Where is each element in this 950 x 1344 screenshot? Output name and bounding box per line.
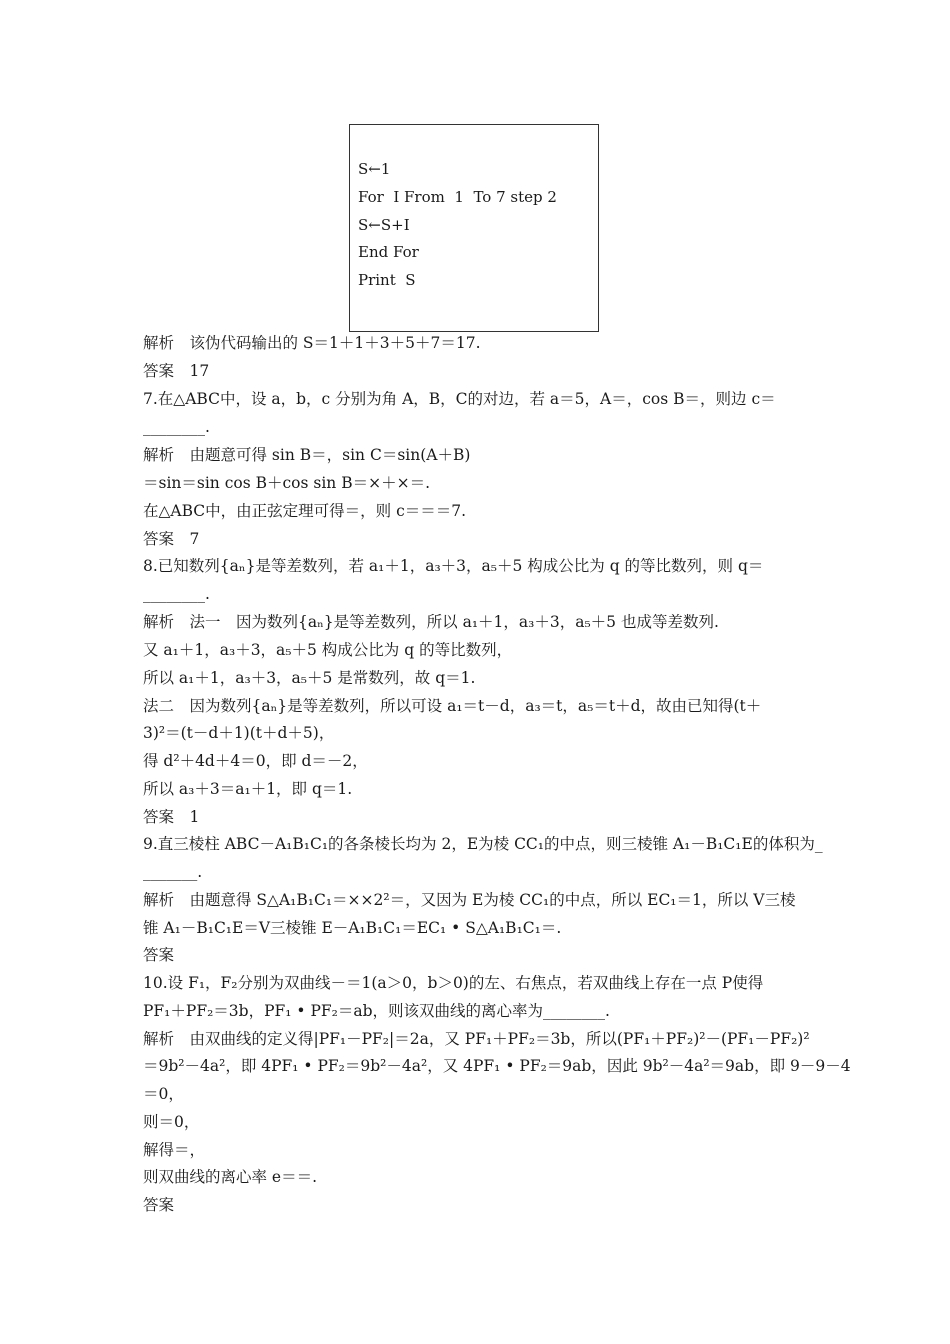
- code-line: For I From 1 To 7 step 2: [358, 188, 557, 206]
- text-line: 法二 因为数列{aₙ}是等差数列，所以可设 a₁＝t－d，a₃＝t，a₅＝t＋d，故由已知得(t＋: [143, 697, 762, 715]
- text-line: ＝0，: [143, 1085, 184, 1103]
- pseudocode-box: [349, 124, 599, 332]
- text-line: 解析 法一 因为数列{aₙ}是等差数列，所以 a₁＋1，a₃＋3，a₅＋5 也成等差数列.: [143, 613, 719, 631]
- text-line: 解析 由题意得 S△A₁B₁C₁＝××2²＝，又因为 E为棱 CC₁的中点，所以 EC₁＝1，所以 V三棱: [143, 891, 796, 909]
- text-line: 解得＝，: [143, 1141, 206, 1159]
- text-line: 3)²＝(t－d＋1)(t＋d＋5)，: [143, 724, 335, 742]
- text-line: _______.: [143, 863, 203, 881]
- text-line: 则＝0，: [143, 1113, 200, 1131]
- text-line: 所以 a₁＋1，a₃＋3，a₅＋5 是常数列，故 q＝1.: [143, 669, 476, 687]
- text-line: 解析 由题意可得 sin B＝，sin C＝sin(A＋B): [143, 446, 471, 464]
- code-line: S←1: [358, 160, 391, 178]
- text-line: 答案 1: [143, 808, 200, 826]
- text-line: 解析 由双曲线的定义得|PF₁－PF₂|＝2a，又 PF₁＋PF₂＝3b，所以(PF₁＋PF₂)²－(PF₁－PF₂)²: [143, 1030, 810, 1048]
- text-line: 所以 a₃＋3＝a₁＋1，即 q＝1.: [143, 780, 353, 798]
- code-line: Print S: [358, 271, 416, 289]
- text-line: 则双曲线的离心率 e＝＝.: [143, 1168, 318, 1186]
- text-line: 答案: [143, 1196, 175, 1214]
- code-line: S←S+I: [358, 216, 410, 234]
- text-line: 得 d²＋4d＋4＝0，即 d＝－2，: [143, 752, 368, 770]
- text-line: ＝sin＝sin cos B＋cos sin B＝×＋×＝.: [143, 474, 431, 492]
- text-line: 答案 7: [143, 530, 200, 548]
- text-line: 8.已知数列{aₙ}是等差数列，若 a₁＋1，a₃＋3，a₅＋5 构成公比为 q 的等比数列，则 q＝: [143, 557, 764, 575]
- text-line: 7.在△ABC中，设 a，b，c 分别为角 A，B，C的对边，若 a＝5，A＝，cos B＝，则边 c＝: [143, 390, 776, 408]
- code-line: End For: [358, 243, 419, 261]
- text-line: 解析 该伪代码输出的 S＝1＋1＋3＋5＋7＝17.: [143, 334, 481, 352]
- text-line: ________.: [143, 418, 210, 436]
- text-line: 答案 17: [143, 362, 210, 380]
- text-line: 锥 A₁－B₁C₁E＝V三棱锥 E－A₁B₁C₁＝EC₁ • S△A₁B₁C₁＝.: [143, 919, 562, 937]
- text-line: 在△ABC中，由正弦定理可得＝，则 c＝＝＝7.: [143, 502, 467, 520]
- text-line: 又 a₁＋1，a₃＋3，a₅＋5 构成公比为 q 的等比数列，: [143, 641, 513, 659]
- text-line: ＝9b²－4a²，即 4PF₁ • PF₂＝9b²－4a²，又 4PF₁ • PF₂＝9ab，因此 9b²－4a²＝9ab，即 9－9－4: [143, 1057, 851, 1075]
- text-line: 答案: [143, 946, 175, 964]
- text-line: 10.设 F₁，F₂分别为双曲线－＝1(a＞0，b＞0)的左、右焦点，若双曲线上存在一点 P使得: [143, 974, 764, 992]
- text-line: 9.直三棱柱 ABC－A₁B₁C₁的各条棱长均为 2，E为棱 CC₁的中点，则三棱锥 A₁－B₁C₁E的体积为_: [143, 835, 823, 853]
- text-line: PF₁＋PF₂＝3b，PF₁ • PF₂＝ab，则该双曲线的离心率为________.: [143, 1002, 610, 1020]
- text-line: ________.: [143, 585, 210, 603]
